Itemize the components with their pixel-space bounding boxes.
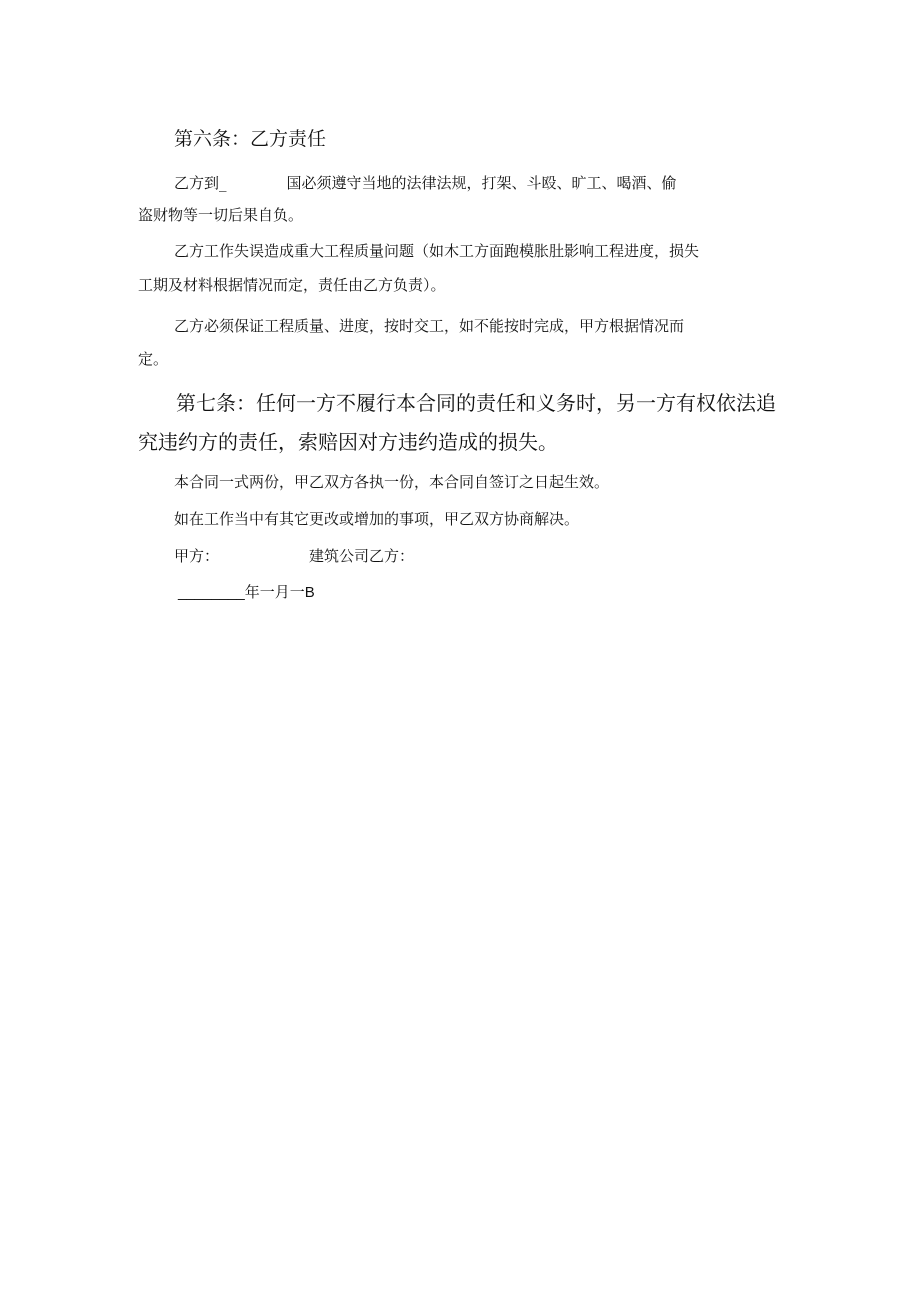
party-b-label: 建筑公司乙方： bbox=[309, 547, 415, 565]
signature-line bbox=[174, 549, 414, 564]
article6-p1-line1 bbox=[174, 176, 677, 191]
closing-other: 如在工作当中有其它更改或增加的事项，甲乙双方协商解决。 bbox=[174, 510, 580, 528]
closing-copies: 本合同一式两份，甲乙双方各执一份，本合同自签订之日起生效。 bbox=[174, 473, 610, 491]
article6-p3-line1: 乙方必须保证工程质量、进度，按时交工，如不能按时完成，甲方根据情况而 bbox=[174, 317, 685, 335]
article6-p2-line1: 乙方工作失误造成重大工程质量问题（如木工方面跑模胀肚影响工程进度，损失 bbox=[174, 242, 700, 260]
article6-p2-line2: 工期及材料根据情况而定，责任由乙方负责）。 bbox=[138, 276, 446, 294]
party-a-label: 甲方： bbox=[174, 547, 220, 565]
article6-p1-start: 乙方到_ bbox=[174, 174, 227, 192]
article6-p1-rest: 国必须遵守当地的法律法规，打架、斗殴、旷工、喝酒、偷 bbox=[286, 174, 677, 192]
article6-p1-line2: 盗财物等一切后果自负。 bbox=[138, 206, 304, 224]
article7-line2: 究违约方的责任，索赔因对方违约造成的损失。 bbox=[138, 430, 558, 454]
article7-line1: 第七条：任何一方不履行本合同的责任和义务时，另一方有权依法追 bbox=[176, 391, 776, 415]
article6-p3-line2: 定。 bbox=[138, 350, 169, 368]
date-line: ________年一月一B bbox=[178, 584, 315, 601]
article6-heading: 第六条：乙方责任 bbox=[174, 128, 327, 150]
